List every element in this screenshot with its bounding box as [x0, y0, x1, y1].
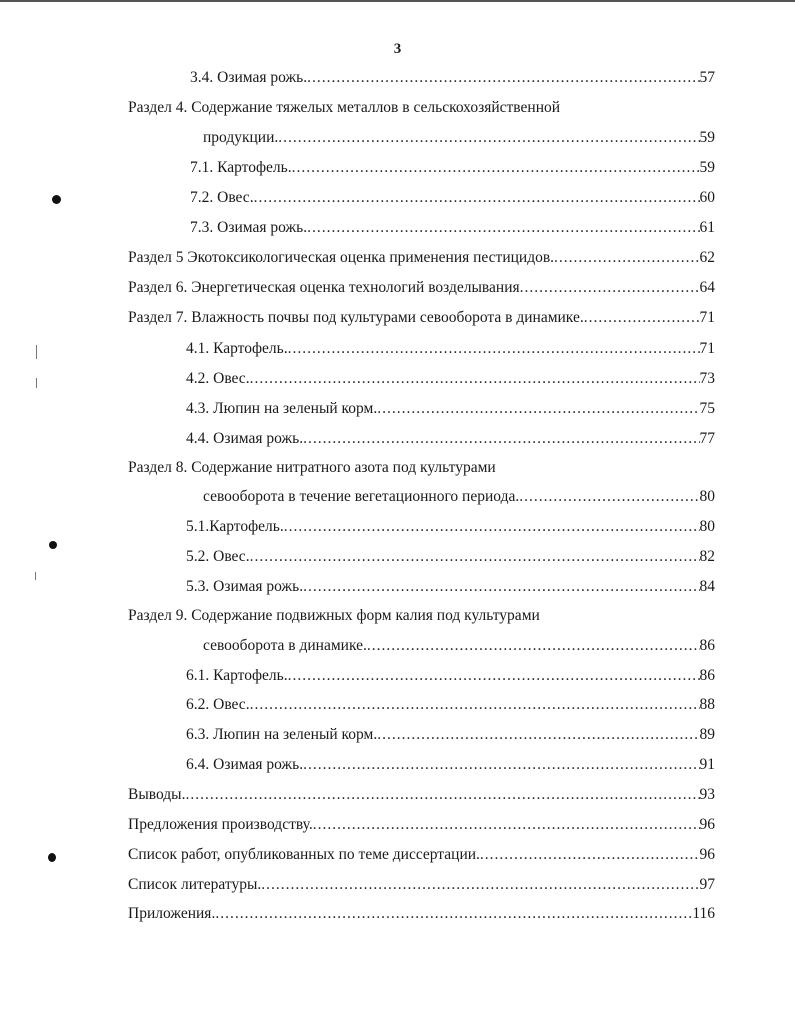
toc-entry-page: 96: [699, 846, 715, 863]
toc-entry-label: 4.3. Люпин на зеленый корм.: [186, 400, 378, 417]
toc-entry-4-3: [186, 398, 715, 420]
leader-dots: [292, 157, 700, 179]
toc-entry-label: 7.2. Овес.: [190, 189, 254, 206]
leader-dots: [377, 398, 699, 420]
toc-entry-page: 59: [699, 129, 715, 146]
toc-section-9-title: Раздел 9. Содержание подвижных форм калия под культурами: [128, 607, 540, 624]
toc-entry-page: 57: [699, 69, 715, 86]
leader-dots: [254, 187, 700, 209]
toc-entry-6-1: [186, 665, 715, 687]
leader-dots: [307, 67, 699, 89]
toc-entry-label: 3.4. Озимая рожь.: [190, 69, 308, 86]
leader-dots: [278, 127, 699, 149]
toc-entry-appendices: [128, 903, 715, 925]
toc-entry-label: Список литературы.: [128, 876, 262, 893]
toc-entry-page: 86: [699, 637, 715, 654]
top-border-line: [0, 0, 795, 2]
leader-dots: [303, 754, 699, 776]
toc-entry-page: 75: [699, 400, 715, 417]
toc-entry-page: 59: [699, 159, 715, 176]
toc-entry-section-5: [128, 247, 715, 269]
toc-entry-literature: [128, 874, 715, 896]
toc-entry-label: 4.1. Картофель.: [186, 340, 288, 357]
toc-entry-label: 6.2. Овес.: [186, 696, 250, 713]
toc-entry-page: 86: [699, 667, 715, 684]
toc-entry-label: 4.2. Овес.: [186, 370, 250, 387]
punch-hole-mark: [52, 195, 61, 204]
toc-entry-label: Приложения.: [128, 905, 216, 922]
toc-entry-label: Раздел 7. Влажность почвы под культурами севооборота в динамике.: [128, 309, 584, 326]
toc-entry-label: 6.3. Люпин на зеленый корм.: [186, 726, 378, 743]
toc-entry-label: 7.1. Картофель.: [190, 159, 292, 176]
toc-entry-4-4: [186, 428, 715, 450]
toc-entry-page: 89: [699, 726, 715, 743]
toc-entry-page: 96: [699, 816, 715, 833]
toc-entry-publications: [128, 844, 715, 866]
toc-entry-page: 116: [692, 905, 715, 922]
punch-hole-mark: [48, 853, 56, 862]
leader-dots: [519, 486, 699, 508]
toc-entry-5-3: [186, 576, 715, 598]
toc-section-8-title: Раздел 8. Содержание нитратного азота под культурами: [128, 459, 496, 476]
scan-artifact-line: [35, 572, 36, 580]
leader-dots: [554, 247, 699, 269]
toc-entry-label: севооборота в течение вегетационного периода.: [203, 488, 520, 505]
toc-entry-page: 97: [699, 876, 715, 893]
toc-entry-label: 7.3. Озимая рожь.: [190, 219, 308, 236]
toc-entry-page: 64: [699, 279, 715, 296]
toc-entry-section-7: [128, 307, 715, 329]
toc-entry-7-1: [190, 157, 715, 179]
toc-entry-section-9: [203, 635, 715, 657]
leader-dots: [215, 903, 692, 925]
toc-entry-label: 5.1.Картофель.: [186, 518, 284, 535]
leader-dots: [313, 814, 700, 836]
leader-dots: [288, 665, 700, 687]
leader-dots: [303, 428, 699, 450]
toc-entry-label: 5.3. Озимая рожь.: [186, 578, 304, 595]
toc-entry-conclusions: [128, 784, 715, 806]
toc-entry-5-2: [186, 546, 715, 568]
toc-entry-proposals: [128, 814, 715, 836]
toc-entry-6-3: [186, 724, 715, 746]
leader-dots: [303, 576, 699, 598]
toc-entry-label: Раздел 5 Экотоксикологическая оценка применения пестицидов.: [128, 249, 555, 266]
toc-entry-label: 4.4. Озимая рожь.: [186, 430, 304, 447]
punch-hole-mark: [49, 541, 57, 549]
toc-entry-page: 91: [699, 756, 715, 773]
toc-entry-label: 6.1. Картофель.: [186, 667, 288, 684]
toc-entry-label: 5.2. Овес.: [186, 548, 250, 565]
toc-entry-label: продукции.: [203, 129, 279, 146]
toc-entry-page: 62: [699, 249, 715, 266]
leader-dots: [250, 694, 700, 716]
leader-dots: [520, 277, 700, 299]
toc-entry-label: севооборота в динамике.: [203, 637, 367, 654]
toc-entry-7-3: [190, 217, 715, 239]
leader-dots: [250, 546, 700, 568]
toc-entry-section-4: [203, 127, 715, 149]
leader-dots: [185, 784, 699, 806]
toc-entry-label: Раздел 6. Энергетическая оценка технологий возделывания: [128, 279, 520, 296]
toc-entry-page: 77: [699, 430, 715, 447]
toc-entry-section-8: [203, 486, 715, 508]
toc-entry-page: 80: [699, 488, 715, 505]
toc-entry-7-2: [190, 187, 715, 209]
toc-entry-5-1: [186, 516, 715, 538]
toc-entry-label: Список работ, опубликованных по теме диссертации.: [128, 846, 480, 863]
leader-dots: [377, 724, 699, 746]
toc-entry-page: 88: [699, 696, 715, 713]
toc-entry-page: 60: [699, 189, 715, 206]
toc-entry-6-2: [186, 694, 715, 716]
scan-artifact-line: [36, 345, 37, 359]
leader-dots: [480, 844, 700, 866]
toc-entry-section-6: [128, 277, 715, 299]
toc-entry-label: Выводы.: [128, 786, 186, 803]
leader-dots: [288, 338, 700, 360]
toc-section-4-title: Раздел 4. Содержание тяжелых металлов в сельскохозяйственной: [128, 99, 561, 116]
toc-entry-3-4: [190, 67, 715, 89]
scan-artifact-line: [36, 378, 37, 388]
toc-entry-page: 82: [699, 548, 715, 565]
toc-entry-4-2: [186, 368, 715, 390]
leader-dots: [367, 635, 700, 657]
toc-entry-4-1: [186, 338, 715, 360]
toc-entry-page: 71: [699, 340, 715, 357]
toc-entry-label: Предложения производству.: [128, 816, 313, 833]
leader-dots: [261, 874, 699, 896]
toc-entry-label: 6.4. Озимая рожь.: [186, 756, 304, 773]
toc-entry-page: 73: [699, 370, 715, 387]
toc-entry-page: 61: [699, 219, 715, 236]
toc-entry-6-4: [186, 754, 715, 776]
toc-entry-page: 93: [699, 786, 715, 803]
leader-dots: [250, 368, 700, 390]
page-number: 3: [393, 41, 402, 57]
leader-dots: [584, 307, 700, 329]
leader-dots: [284, 516, 700, 538]
leader-dots: [307, 217, 699, 239]
toc-entry-page: 84: [699, 578, 715, 595]
toc-entry-page: 71: [699, 309, 715, 326]
toc-entry-page: 80: [699, 518, 715, 535]
